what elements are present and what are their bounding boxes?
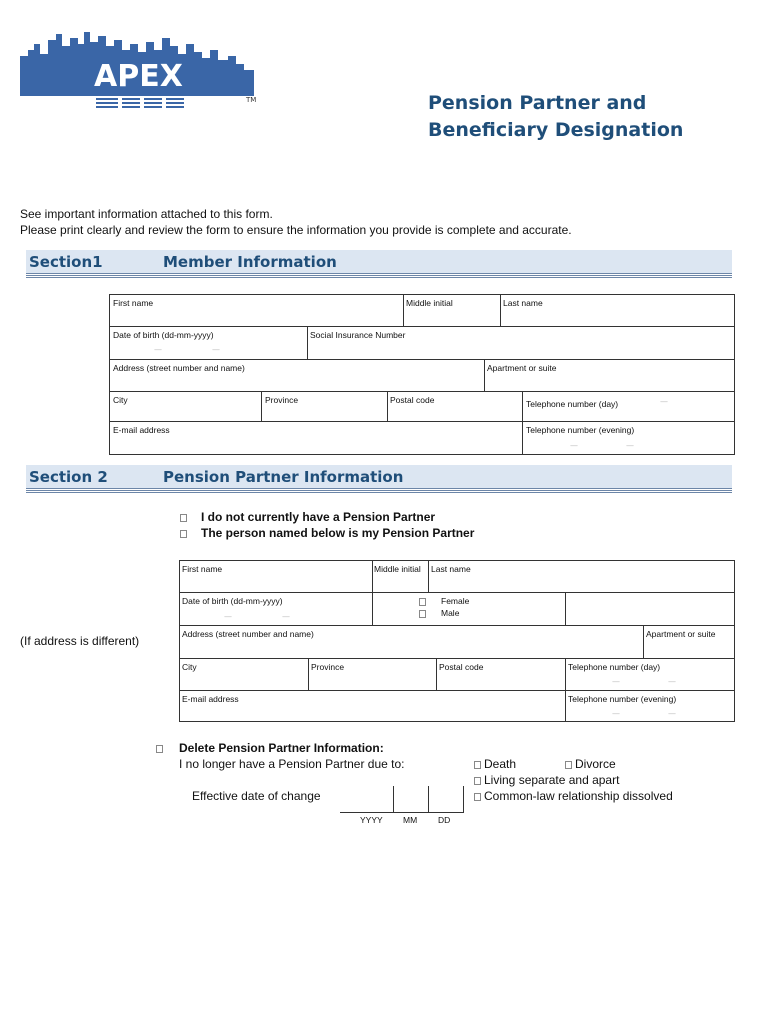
- partner-address-row: [179, 625, 735, 659]
- partner-email-field[interactable]: E-mail address: [182, 694, 239, 704]
- named-partner-label: The person named below is my Pension Partner: [201, 526, 475, 540]
- partner-dob-row: Date of birth (dd-mm-yyyy) — — Female Male: [179, 592, 735, 626]
- partner-male-checkbox[interactable]: [419, 610, 426, 618]
- partner-tel-day-field[interactable]: Telephone number (day): [568, 662, 661, 672]
- partner-city-row: City Province Postal code Telephone number (day) — —: [179, 658, 735, 691]
- member-name-row: [109, 294, 735, 327]
- member-last-name-field[interactable]: Last name: [503, 298, 543, 308]
- reason-common-law-label: Common-law relationship dissolved: [484, 789, 673, 803]
- effective-date-label: Effective date of change: [192, 789, 321, 803]
- partner-female-checkbox[interactable]: [419, 598, 426, 606]
- partner-email-row: E-mail address Telephone number (evening) — —: [179, 690, 735, 722]
- delete-partner-checkbox[interactable]: [156, 745, 163, 753]
- member-address-field[interactable]: Address (street number and name): [113, 363, 245, 373]
- section2-divider: [26, 488, 732, 494]
- reason-divorce-checkbox[interactable]: [565, 761, 572, 769]
- no-partner-checkbox[interactable]: [180, 514, 187, 522]
- reason-death-label: Death: [484, 757, 517, 771]
- date-mm-label: MM: [403, 815, 418, 825]
- section1-header: [26, 250, 732, 274]
- reason-common-law-checkbox[interactable]: [474, 793, 481, 801]
- partner-address-field[interactable]: Address (street number and name): [182, 629, 314, 639]
- member-first-name-field[interactable]: First name: [113, 298, 154, 308]
- date-yyyy-label: YYYY: [360, 815, 383, 825]
- member-dob-field[interactable]: Date of birth (dd-mm-yyyy): [113, 330, 214, 340]
- address-different-note: (If address is different): [20, 634, 140, 648]
- section1-title: Member Information: [163, 253, 337, 271]
- section2-header: [26, 465, 732, 489]
- skyline-logo-graphic: [18, 30, 263, 120]
- member-tel-evening-field[interactable]: Telephone number (evening): [526, 425, 635, 435]
- reason-separate-checkbox[interactable]: [474, 777, 481, 785]
- partner-city-field[interactable]: City: [182, 662, 197, 672]
- member-tel-day-field[interactable]: Telephone number (day): [526, 399, 619, 409]
- partner-apartment-field[interactable]: Apartment or suite: [646, 629, 716, 639]
- reason-death-checkbox[interactable]: [474, 761, 481, 769]
- effective-date-input[interactable]: [340, 812, 464, 813]
- section1-number: Section1: [29, 253, 103, 271]
- form-title-line1: Pension Partner and: [428, 92, 647, 114]
- trademark: TM: [246, 96, 257, 104]
- no-partner-label: I do not currently have a Pension Partner: [201, 510, 436, 524]
- member-sin-field[interactable]: Social Insurance Number: [310, 330, 406, 340]
- member-apartment-field[interactable]: Apartment or suite: [487, 363, 557, 373]
- partner-tel-evening-field[interactable]: Telephone number (evening): [568, 694, 677, 704]
- partner-last-name-field[interactable]: Last name: [431, 564, 471, 574]
- delete-partner-heading: Delete Pension Partner Information:: [179, 741, 384, 755]
- member-email-row: E-mail address Telephone number (evening) — —: [109, 421, 735, 455]
- date-dd-label: DD: [438, 815, 451, 825]
- member-city-row: City Province Postal code Telephone number (day) —: [109, 391, 735, 422]
- partner-female-label: Female: [441, 596, 470, 606]
- section2-number: Section 2: [29, 468, 108, 486]
- section1-divider: [26, 273, 732, 279]
- member-address-row: [109, 359, 735, 392]
- member-postal-field[interactable]: Postal code: [390, 395, 435, 405]
- form-title-line2: Beneficiary Designation: [428, 119, 684, 141]
- logo-text: APEX: [94, 59, 183, 94]
- member-city-field[interactable]: City: [113, 395, 128, 405]
- partner-middle-initial-field[interactable]: Middle initial: [374, 564, 421, 574]
- partner-province-field[interactable]: Province: [311, 662, 345, 672]
- member-email-field[interactable]: E-mail address: [113, 425, 170, 435]
- intro-line-2: Please print clearly and review the form to ensure the information you provide is complete and accurate.: [20, 223, 572, 237]
- member-middle-initial-field[interactable]: Middle initial: [406, 298, 453, 308]
- section2-title: Pension Partner Information: [163, 468, 404, 486]
- named-partner-checkbox[interactable]: [180, 530, 187, 538]
- apex-logo: [18, 30, 263, 120]
- delete-reason-text: I no longer have a Pension Partner due to:: [179, 757, 405, 771]
- partner-first-name-field[interactable]: First name: [182, 564, 223, 574]
- partner-dob-field[interactable]: Date of birth (dd-mm-yyyy): [182, 596, 283, 606]
- reason-divorce-label: Divorce: [575, 757, 616, 771]
- member-dob-row: Date of birth (dd-mm-yyyy) — — Social Insurance Number: [109, 326, 735, 360]
- partner-male-label: Male: [441, 608, 460, 618]
- reason-separate-label: Living separate and apart: [484, 773, 620, 787]
- intro-line-1: See important information attached to this form.: [20, 207, 273, 221]
- member-province-field[interactable]: Province: [265, 395, 299, 405]
- partner-postal-field[interactable]: Postal code: [439, 662, 484, 672]
- partner-name-row: [179, 560, 735, 593]
